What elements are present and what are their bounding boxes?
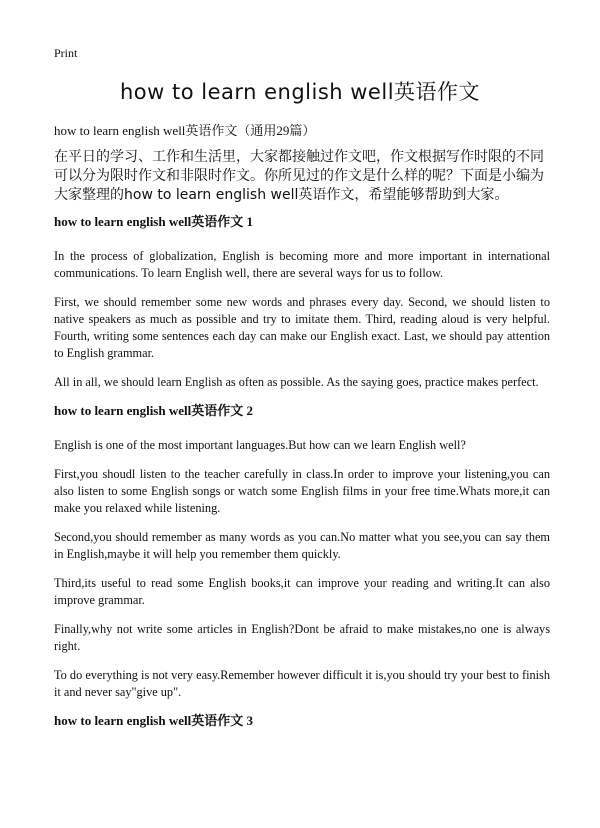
- paragraph: English is one of the most important languages.But how can we learn English well?: [54, 438, 466, 452]
- paragraph: In the process of globalization, English is becoming more and more important in international communications. To learn English well, there are several ways for us to follow.: [54, 249, 550, 280]
- intro-paragraph: 在平日的学习、工作和生活里，大家都接触过作文吧，作文根据写作时限的不同可以分为限时作文和非限时作文。你所见过的作文是什么样的呢？下面是小编为大家整理的how to learn english well英语作文，希望能够帮助到大家。: [54, 149, 544, 203]
- paragraph: All in all, we should learn English as often as possible. As the saying goes, practice makes perfect.: [54, 375, 539, 389]
- essay-section: [54, 403, 550, 701]
- paragraph: First, we should remember some new words and phrases every day. Second, we should listen to native speakers as much as possible and try to imitate them. Third, reading aloud is very helpful. Fourth, writing some sentences each day can make our English exact. Last, we should pay attention to English grammar.: [54, 295, 550, 360]
- essay-section: [54, 713, 550, 729]
- paragraph: Second,you should remember as many words as you can.No matter what you see,you can say them in English,maybe it will help you remember them quickly.: [54, 530, 550, 561]
- paragraph: To do everything is not very easy.Remember however difficult it is,you should try your best to finish it and never say"give up".: [54, 668, 550, 699]
- paragraph: First,you shoudl listen to the teacher carefully in class.In order to improve your listening,you can also listen to some English songs or watch some English films in your free time.Whats more,it can make you relaxed while listening.: [54, 467, 550, 515]
- essay-section: [54, 214, 550, 391]
- section-heading: how to learn english well英语作文 1: [54, 214, 253, 229]
- essay-content: [54, 214, 550, 747]
- section-heading: how to learn english well英语作文 2: [54, 403, 253, 418]
- section-heading: how to learn english well英语作文 3: [54, 713, 253, 728]
- print-link[interactable]: Print: [54, 46, 78, 60]
- paragraph: Finally,why not write some articles in English?Dont be afraid to make mistakes,no one is always right.: [54, 622, 550, 653]
- page-subtitle: how to learn english well英语作文（通用29篇）: [54, 123, 316, 138]
- page-title: how to learn english well英语作文: [119, 80, 481, 104]
- paragraph: Third,its useful to read some English books,it can improve your reading and writing.It can also improve grammar.: [54, 576, 550, 607]
